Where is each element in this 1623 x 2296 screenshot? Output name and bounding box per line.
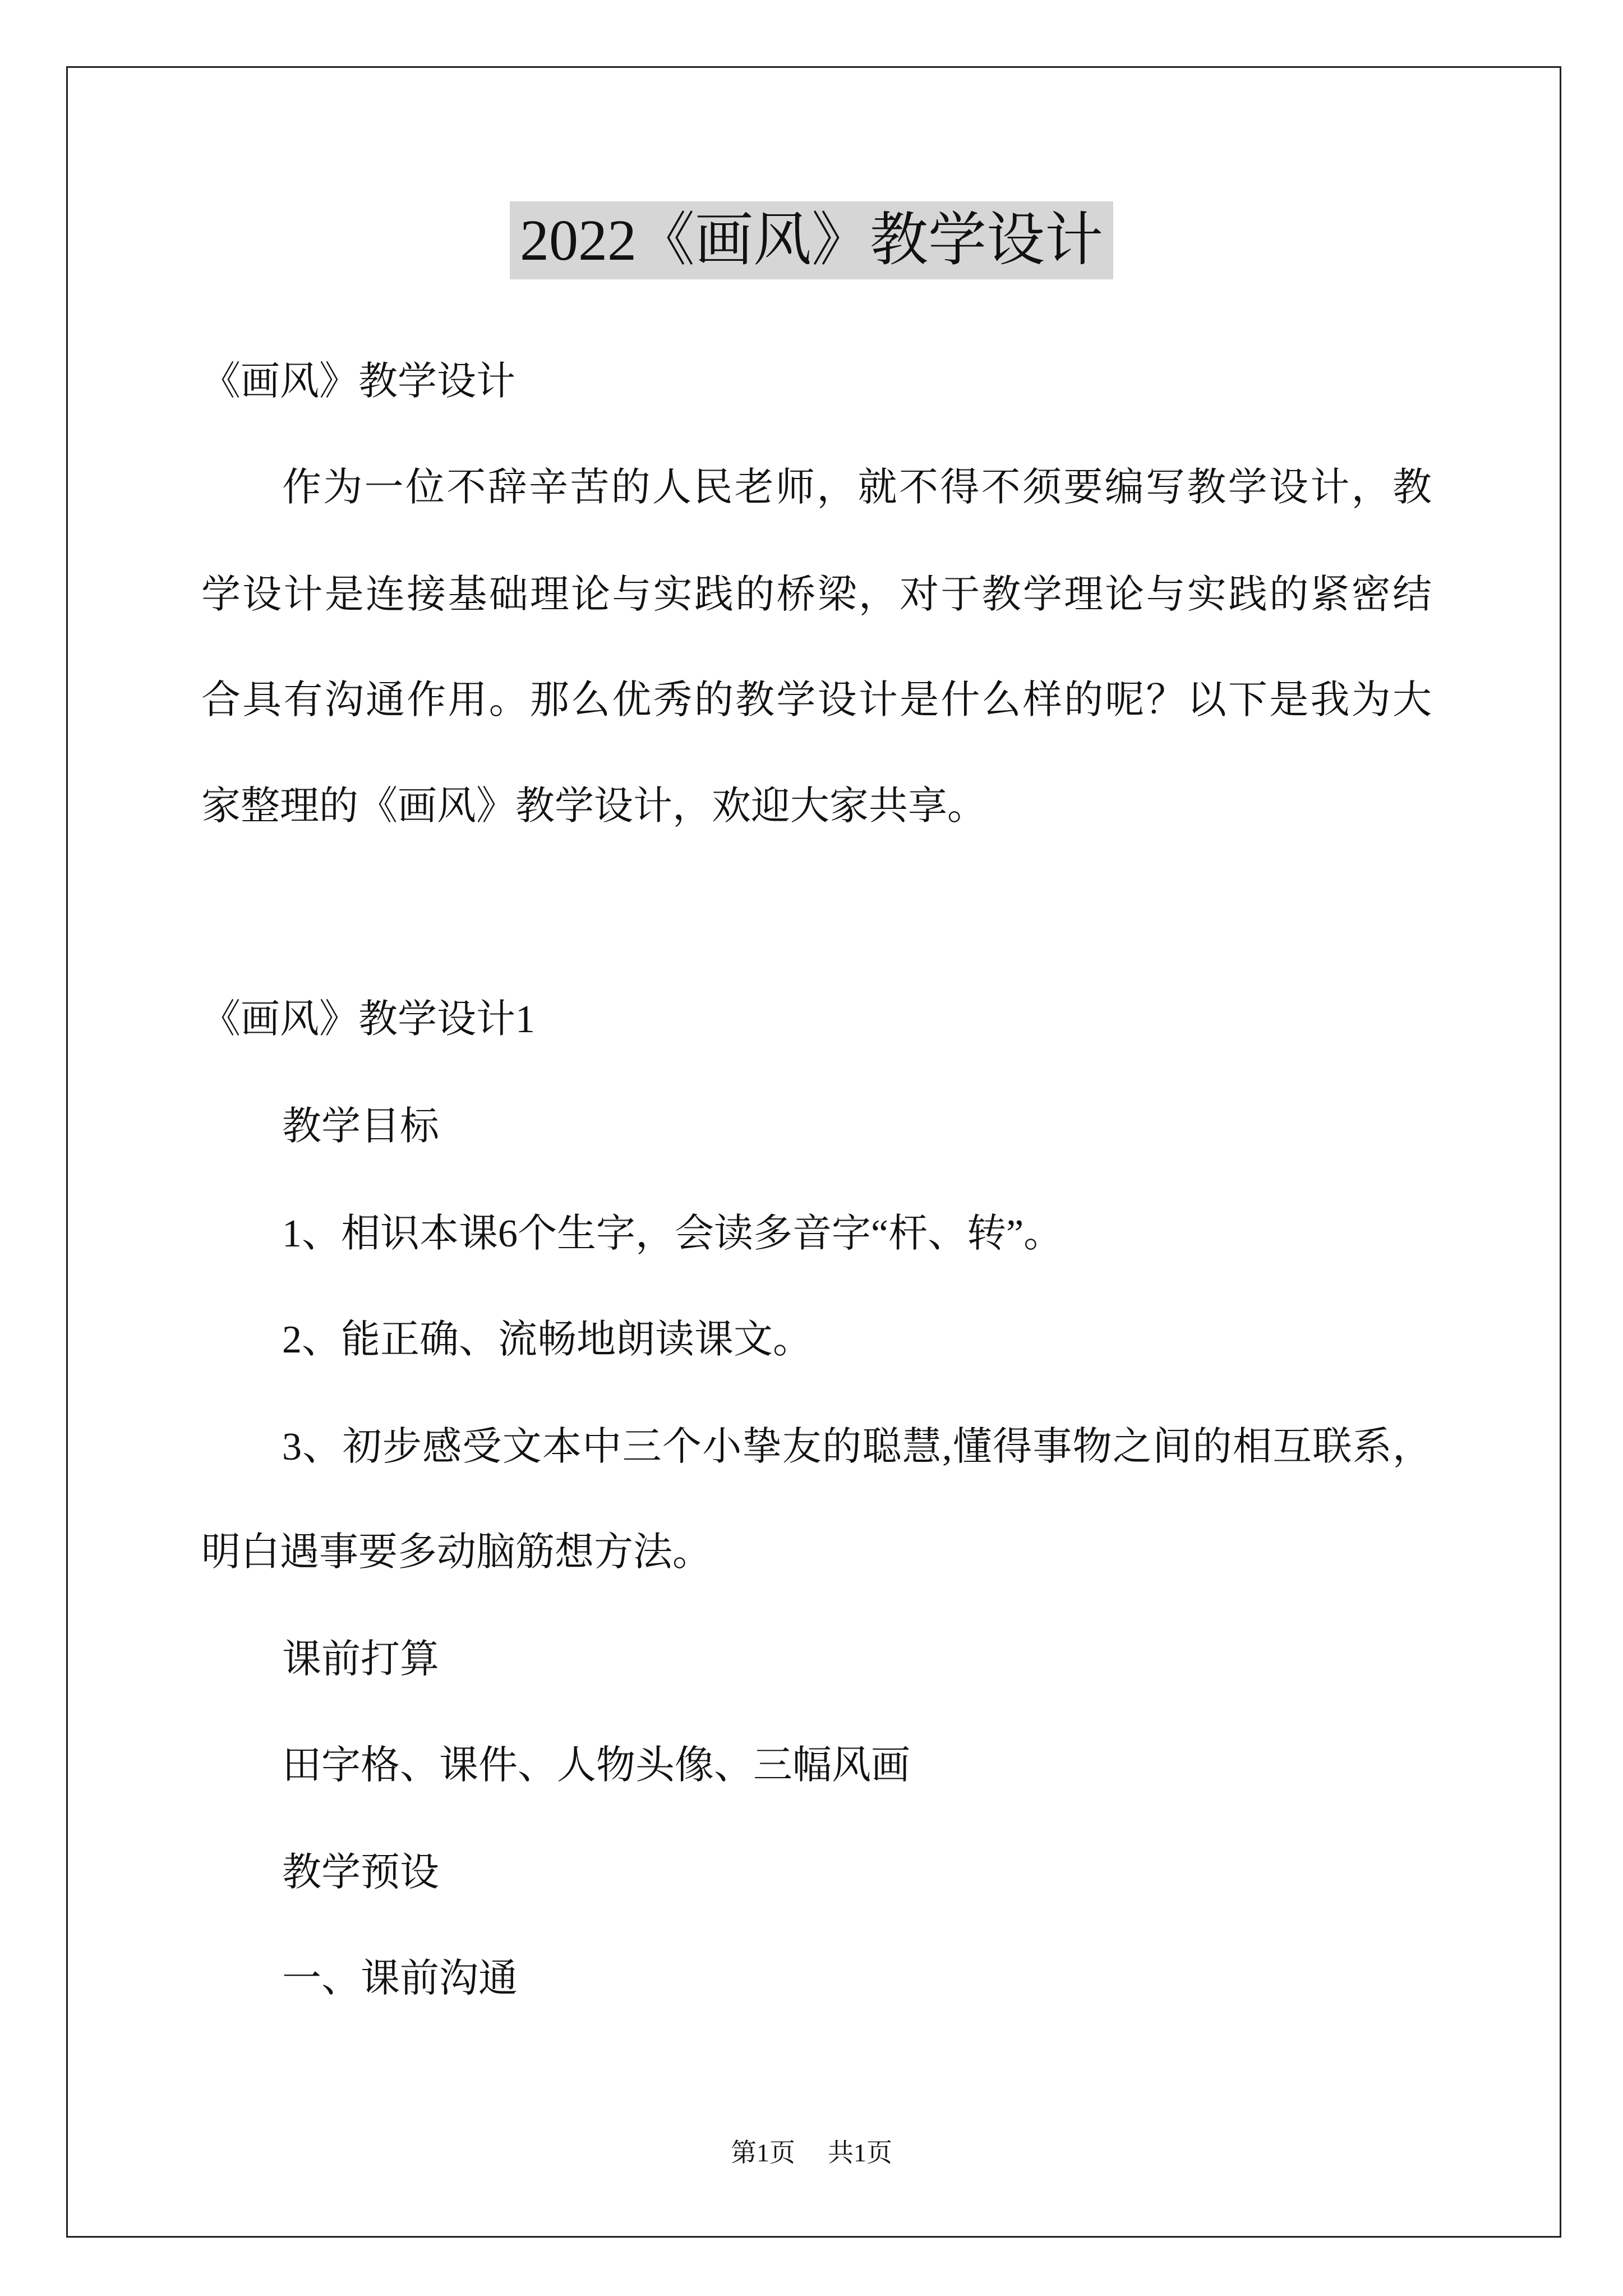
page-number: 第1页 — [731, 2138, 795, 2167]
title-bar — [0, 201, 1623, 279]
goal-item-continuation: 明白遇事要多动脑筋想方法。 — [201, 1531, 712, 1574]
plan-heading: 教学预设 — [282, 1851, 439, 1894]
intro-paragraph-line: 家整理的《画风》教学设计，欢迎大家共享。 — [201, 785, 986, 828]
goal-item: 2、能正确、流畅地朗读课文。 — [282, 1318, 812, 1361]
plan-step: 一、课前沟通 — [282, 1957, 518, 2000]
prep-items: 田字格、课件、人物头像、三幅风画 — [282, 1744, 910, 1787]
document-title: 2022《画风》教学设计 — [510, 201, 1113, 279]
intro-paragraph-line: 学设计是连接基础理论与实践的桥梁，对于教学理论与实践的紧密结 — [201, 573, 1432, 616]
section-heading: 《画风》教学设计1 — [201, 998, 535, 1041]
intro-paragraph-line: 作为一位不辞辛苦的人民老师，就不得不须要编写教学设计，教 — [282, 466, 1432, 509]
goal-item: 3、初步感受文本中三个小挚友的聪慧,懂得事物之间的相互联系， — [282, 1425, 1432, 1469]
page-footer — [0, 2137, 1623, 2169]
prep-heading: 课前打算 — [282, 1638, 439, 1681]
document-subtitle: 《画风》教学设计 — [201, 360, 515, 403]
intro-paragraph-line: 合具有沟通作用。那么优秀的教学设计是什么样的呢？以下是我为大 — [201, 679, 1432, 722]
goals-heading: 教学目标 — [282, 1105, 439, 1148]
page-total: 共1页 — [828, 2138, 892, 2167]
goal-item: 1、相识本课6个生字，会读多音字“杆、转”。 — [282, 1212, 1063, 1255]
